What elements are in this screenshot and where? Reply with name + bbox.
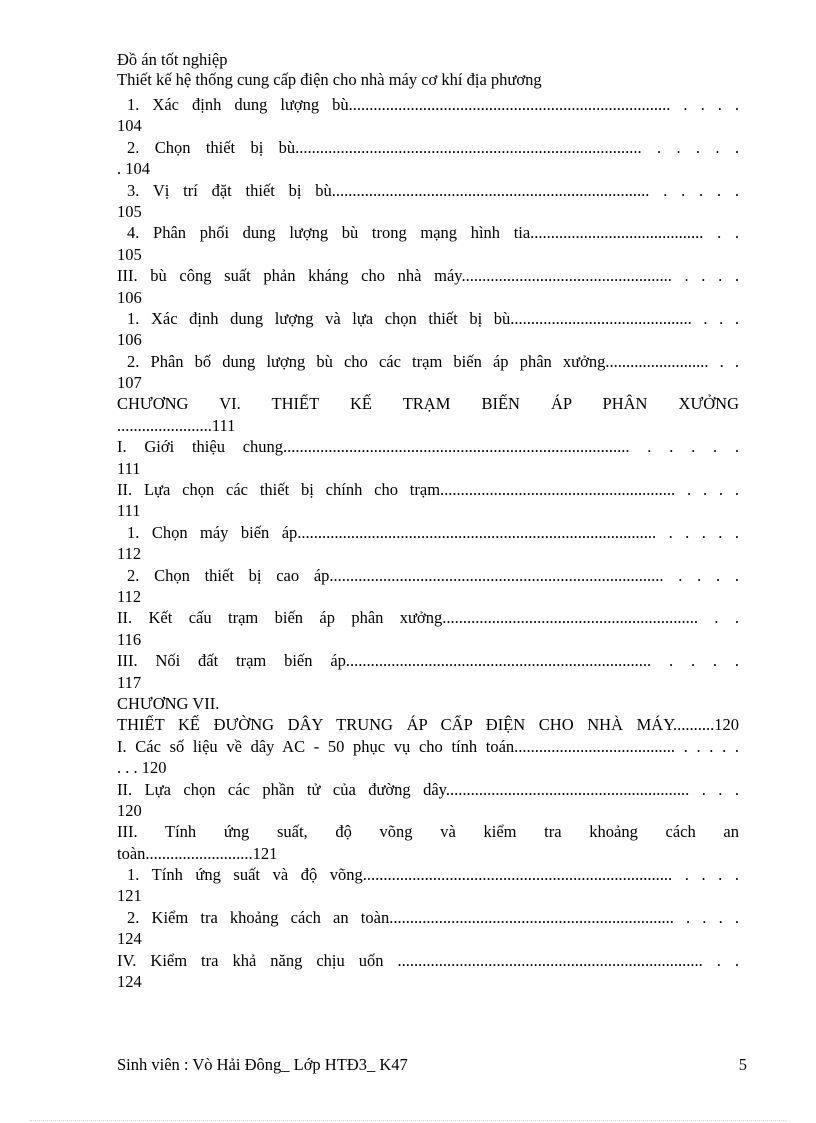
toc-line: 1. Tính ứng suất và độ võng........................................................................... . . . .	[127, 865, 739, 885]
toc-line: .......................111	[117, 415, 236, 435]
toc-line: 111	[117, 501, 141, 521]
toc-line: IV. Kiểm tra khả năng chịu uốn .......................................................................... . .	[117, 950, 739, 970]
toc-line: 124	[117, 929, 142, 949]
toc-line: 111	[117, 458, 141, 478]
toc-line: III. Nối đất trạm biến áp.......................................................................... . . . .	[117, 651, 739, 671]
page-footer	[117, 1055, 747, 1075]
table-of-contents	[117, 94, 739, 992]
toc-line: 105	[117, 201, 142, 221]
toc-line: II. Lựa chọn các phần tử của đường dây........................................................... . . .	[117, 779, 739, 799]
toc-line: 117	[117, 672, 142, 692]
page-number: 5	[738, 1055, 747, 1074]
toc-line: THIẾT KẾ ĐƯỜNG DÂY TRUNG ÁP CẤP ĐIỆN CHO NHÀ MÁY..........120	[117, 715, 739, 735]
toc-line: 112	[117, 586, 142, 606]
toc-line: 1. Chọn máy biến áp....................................................................................... . . . . .	[127, 522, 739, 542]
toc-line: 2. Phân bố dung lượng bù cho các trạm biến áp phân xưởng......................... . .	[127, 351, 739, 371]
toc-line: 107	[117, 373, 142, 393]
toc-line: 1. Xác định dung lượng và lựa chọn thiết bị bù............................................ . . .	[127, 308, 739, 328]
toc-line: III. bù công suất phản kháng cho nhà máy................................................... . . . .	[117, 266, 739, 286]
doc-title: Thiết kế hệ thống cung cấp điện cho nhà máy cơ khí địa phương	[117, 70, 542, 89]
toc-line: 112	[117, 544, 142, 564]
toc-line: 2. Chọn thiết bị cao áp................................................................................. . . . .	[127, 565, 739, 585]
toc-line: 1. Xác định dung lượng bù.............................................................................. . . . .	[127, 95, 739, 114]
toc-line: I. Các số liệu về dây AC - 50 phục vụ cho tính toán....................................... . . . . .	[117, 736, 739, 756]
toc-line: 121	[117, 886, 142, 906]
doc-type: Đồ án tốt nghiệp	[117, 50, 228, 69]
toc-line: 104	[117, 116, 142, 136]
footer-student: Sinh viên : Vò Hải Đông_ Lớp HTĐ3_ K47	[117, 1055, 408, 1074]
page-header	[117, 50, 757, 90]
toc-line: 120	[117, 800, 142, 820]
toc-line: I. Giới thiệu chung.................................................................................... . . . . .	[117, 437, 739, 457]
page-bottom-divider	[30, 1120, 786, 1121]
toc-line: III. Tính ứng suất, độ võng và kiểm tra khoảng cách an	[117, 822, 739, 842]
toc-line: 2. Chọn thiết bị bù.................................................................................... . . . . .	[127, 137, 739, 157]
toc-line: 3. Vị trí đặt thiết bị bù............................................................................. . . . . .	[127, 180, 739, 200]
toc-line: . 104	[117, 159, 150, 179]
toc-line: 106	[117, 330, 142, 350]
toc-line: CHƯƠNG VI. THIẾT KẾ TRẠM BIẾN ÁP PHÂN XƯỞNG	[117, 394, 739, 414]
toc-line: II. Lựa chọn các thiết bị chính cho trạm......................................................... . . . .	[117, 480, 739, 500]
toc-line: 4. Phân phối dung lượng bù trong mạng hình tia.......................................... . .	[127, 223, 739, 243]
toc-line: 116	[117, 629, 142, 649]
toc-line: toàn..........................121	[117, 843, 278, 863]
toc-line: . . . 120	[117, 758, 167, 778]
toc-line: 2. Kiểm tra khoảng cách an toàn..................................................................... . . . .	[127, 907, 739, 927]
toc-line: CHƯƠNG VII.	[117, 693, 220, 713]
toc-line: 124	[117, 972, 142, 992]
toc-line: 105	[117, 244, 142, 264]
toc-line: 106	[117, 287, 142, 307]
toc-line: II. Kết cấu trạm biến áp phân xưởng.............................................................. . .	[117, 608, 739, 628]
